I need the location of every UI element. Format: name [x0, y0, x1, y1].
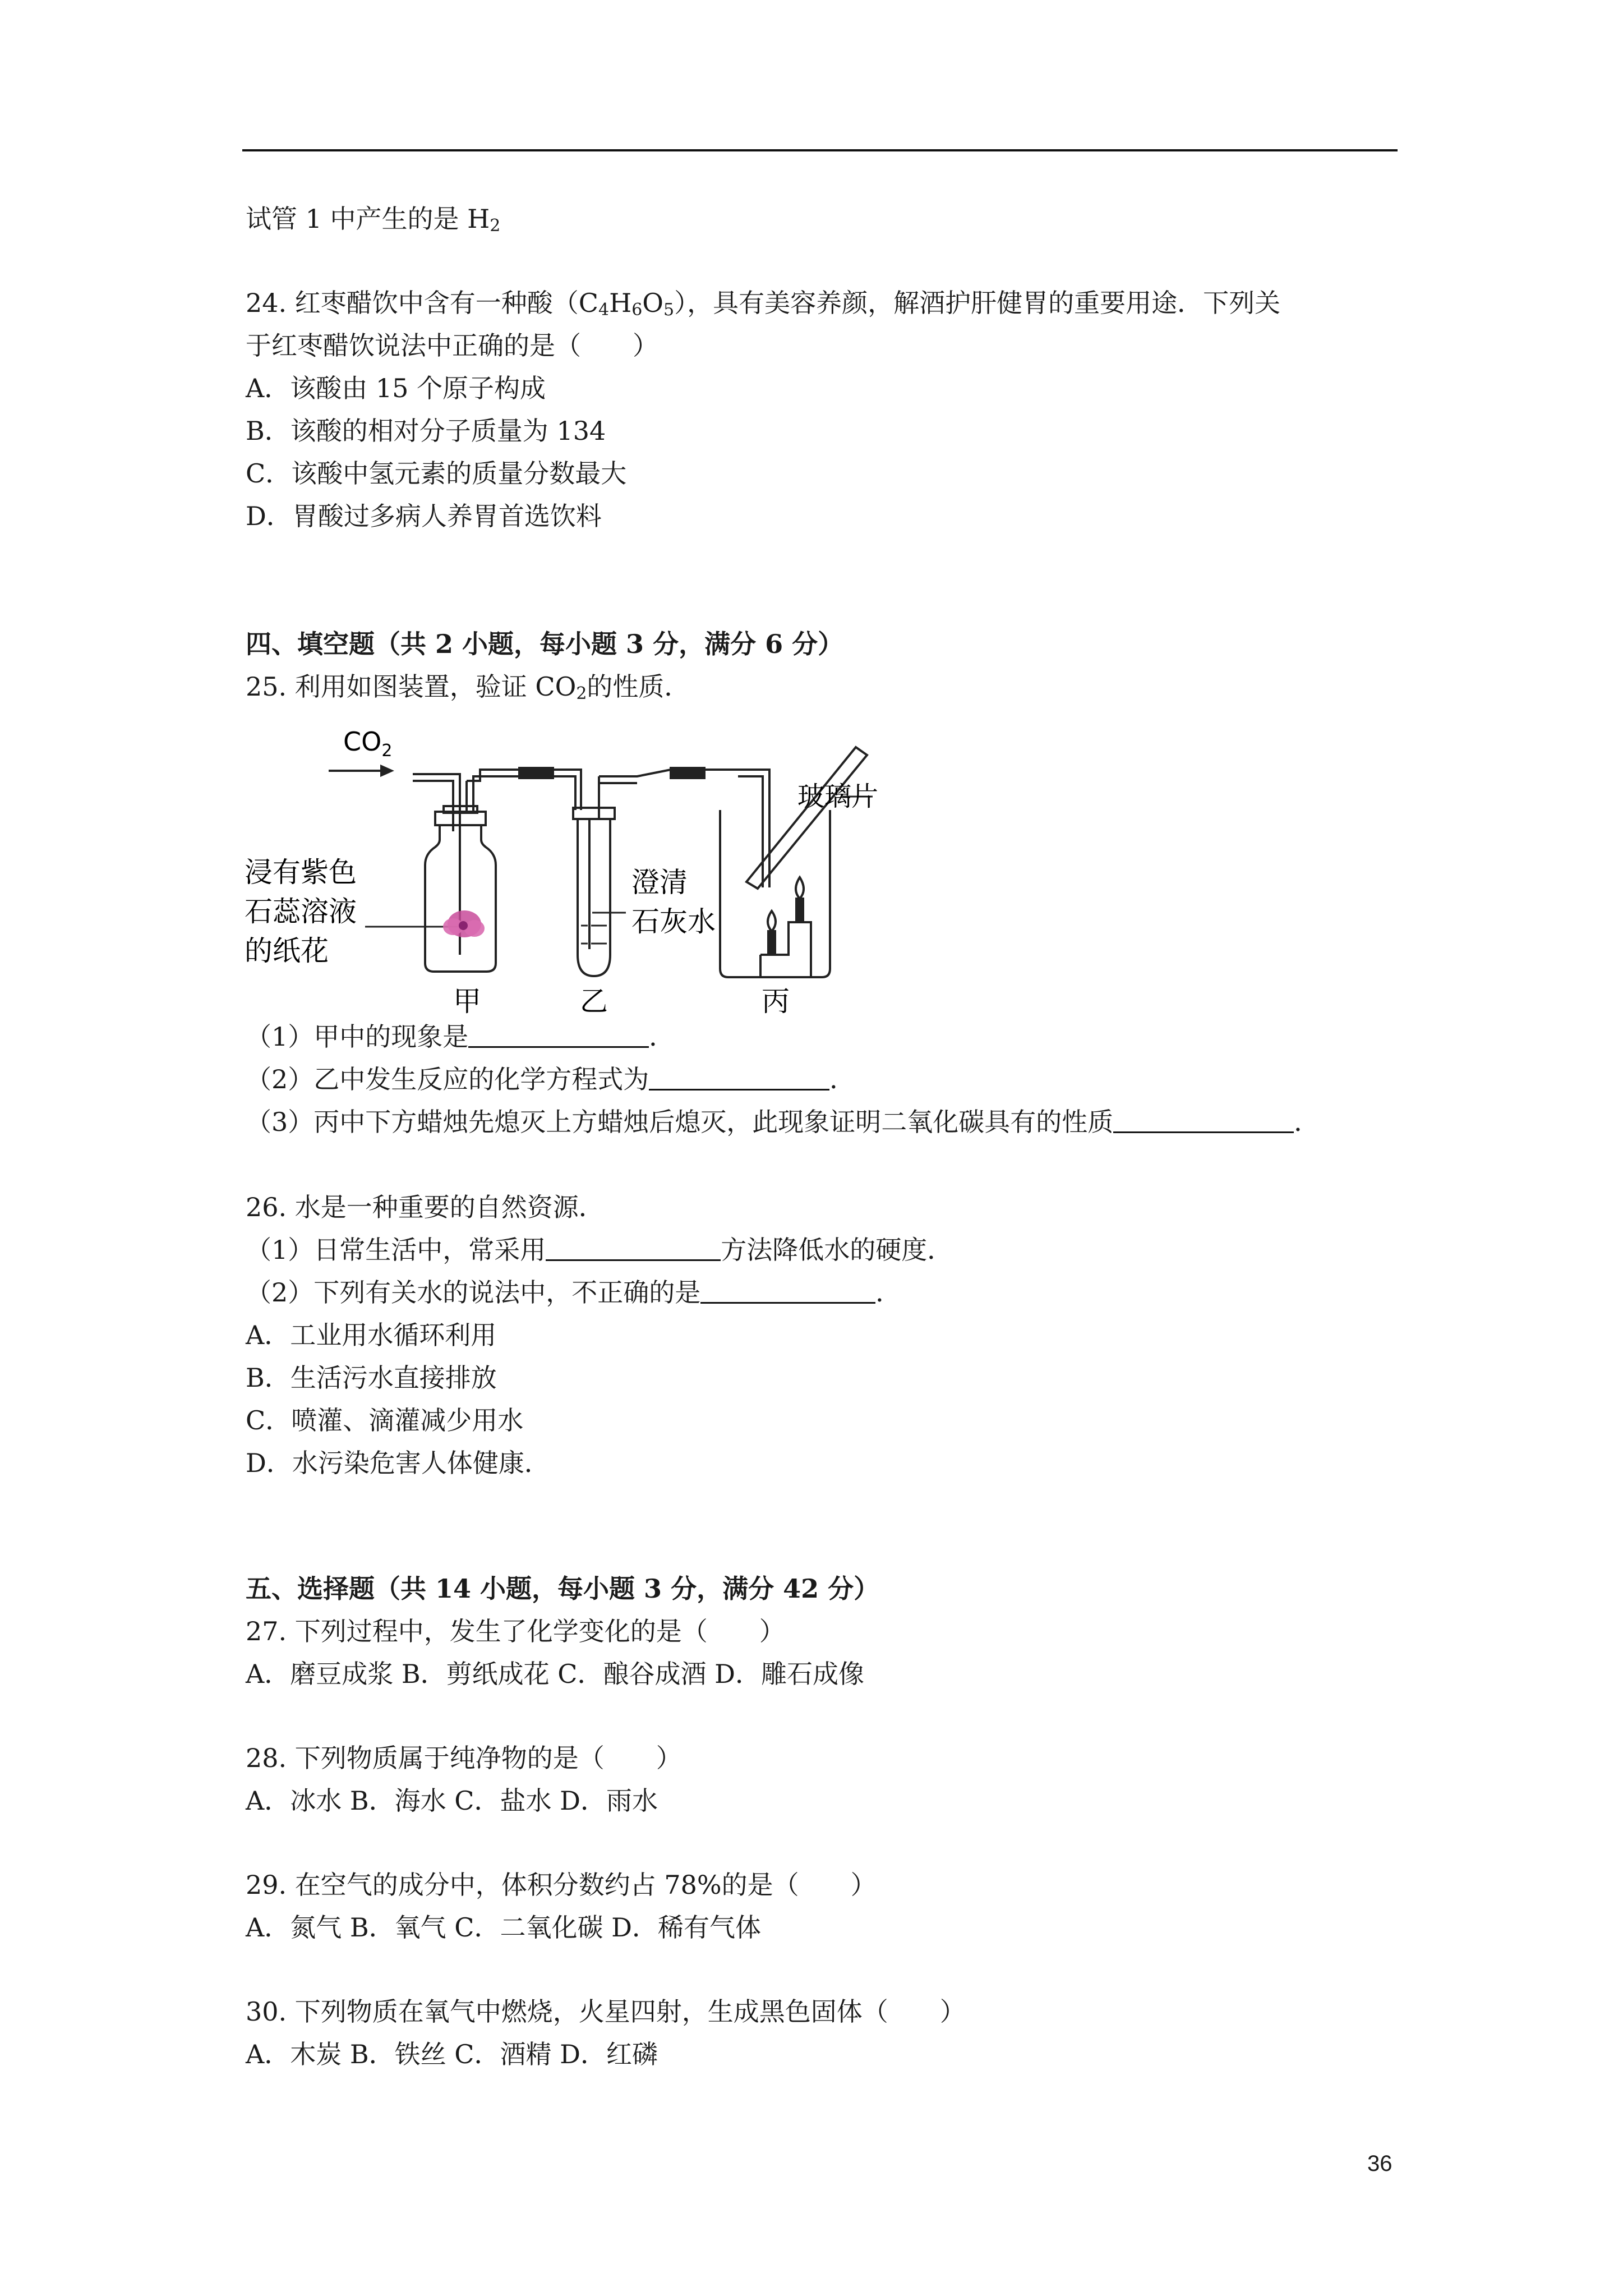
tube-yi-stopper [573, 808, 615, 819]
co2-label: $CO_2$ [343, 726, 393, 761]
q30-stem: 30. 下列物质在氧气中燃烧，火星四射，生成黑色固体（ ） [246, 1996, 966, 2027]
q25-sub2: （2）乙中发生反应的化学方程式为 ． [246, 1064, 856, 1094]
upper-candle [796, 899, 803, 922]
q28-stem: 28. 下列物质属于纯净物的是（ ） [246, 1743, 682, 1773]
q26-sub2: （2）下列有关水的说法中，不正确的是 ． [246, 1277, 902, 1308]
q26-stem: 26. 水是一种重要的自然资源． [246, 1192, 605, 1222]
label-yi: 乙 [580, 985, 608, 1016]
q27-stem: 27. 下列过程中，发生了化学变化的是（ ） [246, 1616, 785, 1646]
label-limewater-1: 澄清 [631, 866, 688, 899]
answer-blank[interactable] [700, 1277, 875, 1304]
q26-option-c: C．喷灌、滴灌减少用水 [246, 1405, 524, 1435]
q26-option-a: A．工业用水循环利用 [246, 1320, 497, 1350]
q25-sub1: （1）甲中的现象是 ． [246, 1022, 675, 1052]
q24-option-b: B．该酸的相对分子质量为 134 [246, 416, 606, 446]
label-glass-slide: 玻璃片 [797, 781, 878, 812]
section5-heading: 五、选择题（共 14 小题，每小题 3 分，满分 42 分） [246, 1573, 880, 1604]
q25-sub3: （3）丙中下方蜡烛先熄灭上方蜡烛后熄灭，此现象证明二氧化碳具有的性质 ． [246, 1107, 1320, 1137]
label-limewater-2: 石灰水 [631, 905, 716, 938]
q23-tail: 试管 1 中产生的是 $H_2$ [246, 204, 501, 236]
q29-stem: 29. 在空气的成分中，体积分数约占 78%的是（ ） [246, 1870, 877, 1900]
section4-heading: 四、填空题（共 2 小题，每小题 3 分，满分 6 分） [246, 629, 844, 659]
label-litmus-2: 石蕊溶液 [245, 895, 357, 928]
label-litmus-1: 浸有紫色 [245, 856, 357, 889]
answer-blank[interactable] [649, 1064, 829, 1091]
header-rule [242, 149, 1398, 151]
page-number: 36 [1367, 2151, 1393, 2176]
q27-options: A．磨豆成浆 B．剪纸成花 C．酿谷成酒 D．雕石成像 [246, 1659, 864, 1689]
q26-sub1: （1）日常生活中，常采用 方法降低水的硬度． [246, 1235, 953, 1265]
q29-options: A．氮气 B．氧气 C．二氧化碳 D．稀有气体 [246, 1912, 761, 1943]
answer-blank[interactable] [1113, 1107, 1294, 1133]
lower-flame [768, 911, 776, 931]
q24-option-a: A．该酸由 15 个原子构成 [246, 373, 546, 403]
apparatus-figure [245, 714, 884, 1016]
glass-slide [746, 747, 867, 889]
upper-flame [796, 877, 804, 899]
q26-option-b: B．生活污水直接排放 [246, 1363, 497, 1393]
answer-blank[interactable] [546, 1235, 721, 1261]
q26-option-d: D．水污染危害人体健康． [246, 1448, 550, 1478]
inflow-arrowhead [381, 766, 391, 775]
q24-stem-line2: 于红枣醋饮说法中正确的是（ ） [246, 330, 658, 361]
label-jia: 甲 [453, 985, 481, 1016]
q24-option-d: D．胃酸过多病人养胃首选饮料 [246, 501, 602, 531]
q25-stem: 25. 利用如图装置，验证 $CO_2$的性质． [246, 671, 690, 703]
q24-stem: 24. 红枣醋饮中含有一种酸$(C_4H_6O_5)$，具有美容养颜，解酒护肝健胃的重要用途．下列关 [246, 288, 1281, 320]
q24-option-c: C．该酸中氢元素的质量分数最大 [246, 458, 627, 489]
test-tube-yi [578, 819, 610, 976]
label-bing: 丙 [762, 985, 790, 1016]
q30-options: A．木炭 B．铁丝 C．酒精 D．红磷 [246, 2039, 658, 2069]
answer-blank[interactable] [468, 1022, 649, 1048]
lower-candle [768, 931, 775, 955]
paper-flower [443, 910, 485, 937]
label-litmus-3: 的纸花 [245, 935, 329, 967]
q28-options: A．冰水 B．海水 C．盐水 D．雨水 [246, 1786, 658, 1816]
